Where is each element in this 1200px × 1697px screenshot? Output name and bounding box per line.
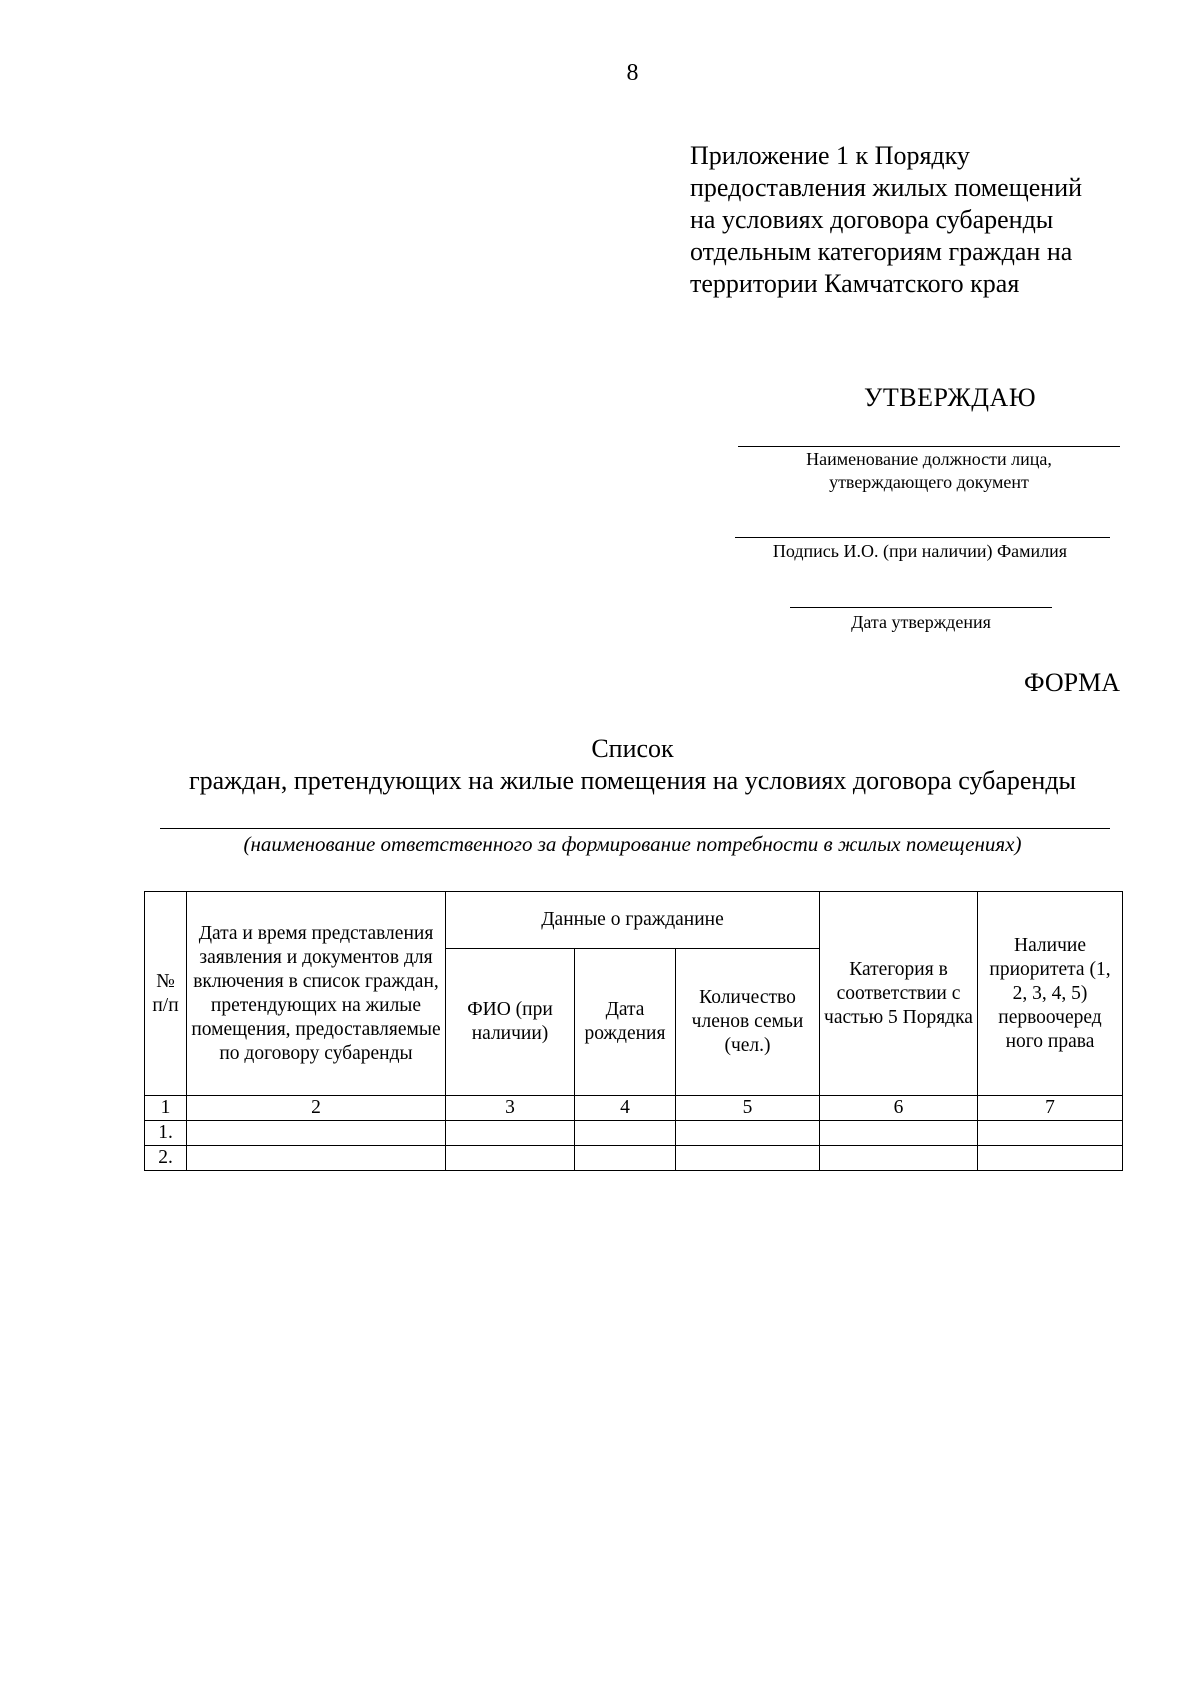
org-caption: (наименование ответственного за формирование потребности в жилых помещениях) [243, 832, 1022, 856]
table-cell [820, 1121, 978, 1146]
appendix-line: отдельным категориям граждан на [690, 237, 1073, 266]
header-full-name: ФИО (при наличии) [446, 949, 575, 1096]
column-number: 6 [820, 1096, 978, 1121]
header-submission-date: Дата и время представления заявления и документов для включения в список граждан, претендующих на жилые помещения, предоставляемые по договору субаренды [187, 892, 446, 1096]
appendix-line: на условиях договора субаренды [690, 205, 1054, 234]
appendix-line: территории Камчатского края [690, 269, 1020, 298]
table-cell [978, 1146, 1123, 1171]
position-caption-line-2: утверждающего документ [829, 472, 1029, 492]
signature-line [735, 537, 1110, 538]
appendix-heading [690, 140, 1160, 300]
header-number: № п/п [145, 892, 187, 1096]
column-number: 2 [187, 1096, 446, 1121]
citizens-table [144, 891, 1123, 1171]
table-cell [820, 1146, 978, 1171]
form-label: ФОРМА [1024, 668, 1120, 697]
table-cell [676, 1146, 820, 1171]
table-cell [978, 1121, 1123, 1146]
header-family-size: Количество членов семьи (чел.) [676, 949, 820, 1096]
header-birth-date: Дата рождения [575, 949, 676, 1096]
row-number: 1. [145, 1121, 187, 1146]
table-row [145, 1146, 1123, 1171]
column-number: 3 [446, 1096, 575, 1121]
column-number: 1 [145, 1096, 187, 1121]
list-subtitle: граждан, претендующих на жилые помещения на условиях договора субаренды [188, 766, 1077, 795]
row-number: 2. [145, 1146, 187, 1171]
table-cell [575, 1146, 676, 1171]
header-citizen-data: Данные о гражданине [446, 892, 820, 949]
appendix-line: Приложение 1 к Порядку [690, 141, 970, 170]
table-row [145, 1121, 1123, 1146]
position-caption [738, 448, 1120, 494]
page-number: 8 [626, 60, 639, 86]
column-number: 7 [978, 1096, 1123, 1121]
position-line [738, 446, 1120, 447]
column-number: 4 [575, 1096, 676, 1121]
table-cell [187, 1121, 446, 1146]
table-cell [676, 1121, 820, 1146]
appendix-line: предоставления жилых помещений [690, 173, 1083, 202]
table-cell [446, 1146, 575, 1171]
header-priority: Наличие приоритета (1, 2, 3, 4, 5) первоочеред ного права [978, 892, 1123, 1096]
signature-caption: Подпись И.О. (при наличии) Фамилия [772, 541, 1068, 561]
header-category: Категория в соответствии с частью 5 Порядка [820, 892, 978, 1096]
column-number: 5 [676, 1096, 820, 1121]
list-title: Список [591, 734, 674, 763]
table-cell [446, 1121, 575, 1146]
position-caption-line-1: Наименование должности лица, [806, 449, 1052, 469]
table-cell [187, 1146, 446, 1171]
date-caption: Дата утверждения [851, 612, 991, 632]
approval-title: УТВЕРЖДАЮ [863, 383, 1037, 412]
org-name-line [160, 828, 1110, 829]
table-cell [575, 1121, 676, 1146]
date-line [790, 607, 1052, 608]
